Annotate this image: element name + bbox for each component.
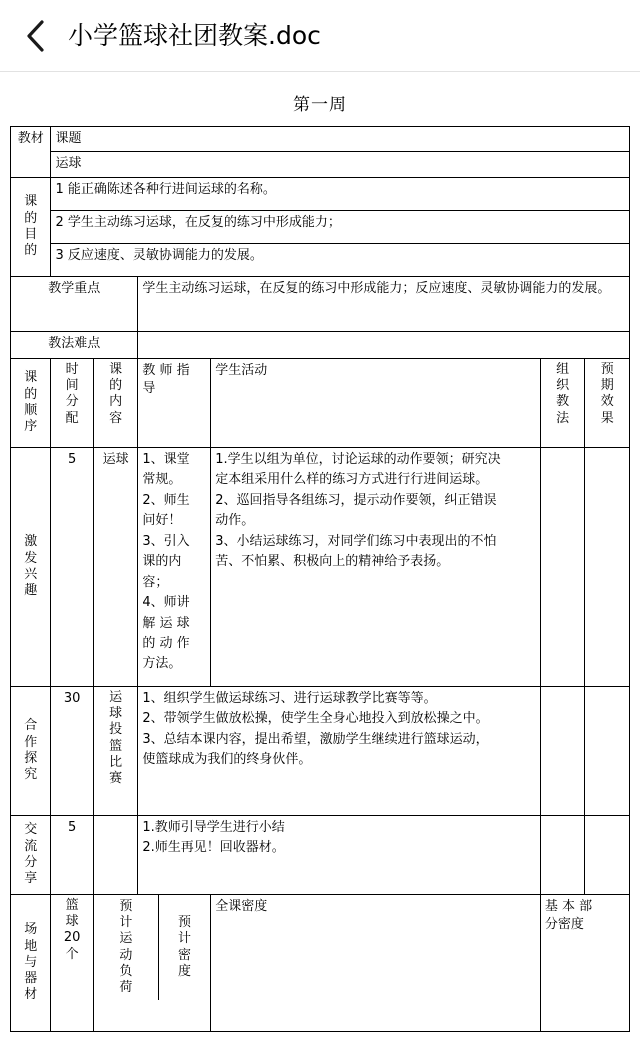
section-order-1: 激 发 兴 趣 bbox=[11, 447, 51, 686]
venue-equipment: 篮 球 20 个 bbox=[51, 894, 93, 1031]
section-content-3 bbox=[93, 815, 137, 894]
student-line: 3、总结本课内容，提出希望，激励学生继续进行篮球运动， bbox=[142, 731, 489, 747]
student-line: 使篮球成为我们的终身伙伴。 bbox=[142, 752, 312, 768]
section-teacher-1 bbox=[138, 447, 211, 686]
load-density-group bbox=[93, 894, 210, 1031]
teacher-line: 课的内 bbox=[142, 554, 182, 570]
back-button[interactable] bbox=[14, 14, 58, 58]
section-organization-3 bbox=[540, 815, 584, 894]
teacher-line: 2、师生 bbox=[142, 492, 190, 508]
column-header-student: 学生活动 bbox=[211, 358, 541, 447]
section-time-3: 5 bbox=[51, 815, 93, 894]
teacher-line: 3、引入 bbox=[142, 533, 190, 549]
teacher-line: 方法。 bbox=[142, 656, 182, 672]
column-header-organization: 组 织 教 法 bbox=[540, 358, 584, 447]
venue-label: 场 地 与 器 材 bbox=[11, 894, 51, 1031]
section-content-2: 运 球 投 篮 比 赛 bbox=[93, 686, 137, 815]
student-line: 3、小结运球练习，对同学们练习中表现出的不怕 bbox=[215, 533, 497, 549]
section-time-1: 5 bbox=[51, 447, 93, 686]
table-row bbox=[11, 177, 630, 210]
table-row bbox=[11, 276, 630, 331]
table-row bbox=[11, 152, 630, 177]
table-row bbox=[11, 686, 630, 815]
density-label: 预 计 密 度 bbox=[177, 915, 191, 979]
total-density-label: 全课密度 bbox=[211, 894, 541, 1031]
section-time-2: 30 bbox=[51, 686, 93, 815]
table-header-row bbox=[11, 358, 630, 447]
chevron-left-icon bbox=[25, 19, 47, 53]
teacher-line: 问好！ bbox=[142, 513, 182, 529]
column-header-teacher: 教 师 指 导 bbox=[138, 358, 211, 447]
textbook-label: 教材 bbox=[11, 127, 51, 178]
section-order-3: 交 流 分 享 bbox=[11, 815, 51, 894]
topic-label: 课题 bbox=[51, 127, 630, 152]
student-line: 1、组织学生做运球练习、进行运球教学比赛等等。 bbox=[142, 690, 437, 706]
section-effect-3 bbox=[585, 815, 630, 894]
section-student-2 bbox=[138, 686, 541, 815]
app-header bbox=[0, 0, 640, 72]
section-order-2: 合 作 探 究 bbox=[11, 686, 51, 815]
teacher-line: 1、课堂 bbox=[142, 451, 190, 467]
section-organization-1 bbox=[540, 447, 584, 686]
section-organization-2 bbox=[540, 686, 584, 815]
aim-item-3: 3 反应速度、灵敏协调能力的发展。 bbox=[51, 243, 630, 276]
difficulty-label: 教法难点 bbox=[11, 331, 138, 358]
document-body bbox=[0, 94, 640, 1032]
aim-label: 课 的 目 的 bbox=[11, 177, 51, 276]
aim-item-1: 1 能正确陈述各种行进间运球的名称。 bbox=[51, 177, 630, 210]
document-heading: 第一周 bbox=[293, 95, 347, 115]
column-header-effect: 预 期 效 果 bbox=[585, 358, 630, 447]
table-row bbox=[11, 243, 630, 276]
section-student-1 bbox=[211, 447, 541, 686]
key-point-label: 教学重点 bbox=[11, 276, 138, 331]
section-student-3 bbox=[138, 815, 541, 894]
student-line: 1.教师引导学生进行小结 bbox=[142, 819, 285, 835]
student-line: 1.学生以组为单位，讨论运球的动作要领；研究决 bbox=[215, 451, 501, 467]
section-effect-1 bbox=[585, 447, 630, 686]
section-content-1: 运球 bbox=[93, 447, 137, 686]
table-row bbox=[11, 447, 630, 686]
page-title: 小学篮球社团教案.doc bbox=[68, 20, 321, 50]
student-line: 2、带领学生做放松操，使学生全身心地投入到放松操之中。 bbox=[142, 711, 489, 727]
teacher-line: 容； bbox=[142, 574, 169, 590]
table-row bbox=[11, 331, 630, 358]
column-header-content: 课 的 内 容 bbox=[93, 358, 137, 447]
table-row bbox=[11, 127, 630, 152]
student-line: 动作。 bbox=[215, 513, 255, 529]
column-header-order: 课 的 顺 序 bbox=[11, 358, 51, 447]
student-line: 2、巡回指导各组练习，提示动作要领，纠正错误 bbox=[215, 492, 497, 508]
student-line: 2.师生再见！回收器材。 bbox=[142, 840, 285, 856]
student-line: 苦、不怕累、积极向上的精神给予表扬。 bbox=[215, 554, 450, 570]
section-effect-2 bbox=[585, 686, 630, 815]
teacher-line: 4、师讲 bbox=[142, 595, 190, 611]
difficulty-value bbox=[138, 331, 630, 358]
teacher-line: 解 运 球 bbox=[142, 615, 190, 631]
topic-value: 运球 bbox=[51, 152, 630, 177]
basic-density-label: 基 本 部 分密度 bbox=[540, 894, 629, 1031]
aim-item-2: 2 学生主动练习运球，在反复的练习中形成能力； bbox=[51, 210, 630, 243]
teacher-line: 常规。 bbox=[142, 472, 182, 488]
load-label: 预 计 运 动 负 荷 bbox=[94, 895, 158, 1001]
table-row bbox=[11, 894, 630, 1031]
teacher-line: 的 动 作 bbox=[142, 635, 190, 651]
lesson-plan-table bbox=[10, 126, 630, 1032]
key-point-value: 学生主动练习运球，在反复的练习中形成能力；反应速度、灵敏协调能力的发展。 bbox=[138, 276, 630, 331]
student-line: 定本组采用什么样的练习方式进行行进间运球。 bbox=[215, 472, 489, 488]
table-row bbox=[11, 210, 630, 243]
column-header-time: 时 间 分 配 bbox=[51, 358, 93, 447]
table-row bbox=[11, 815, 630, 894]
